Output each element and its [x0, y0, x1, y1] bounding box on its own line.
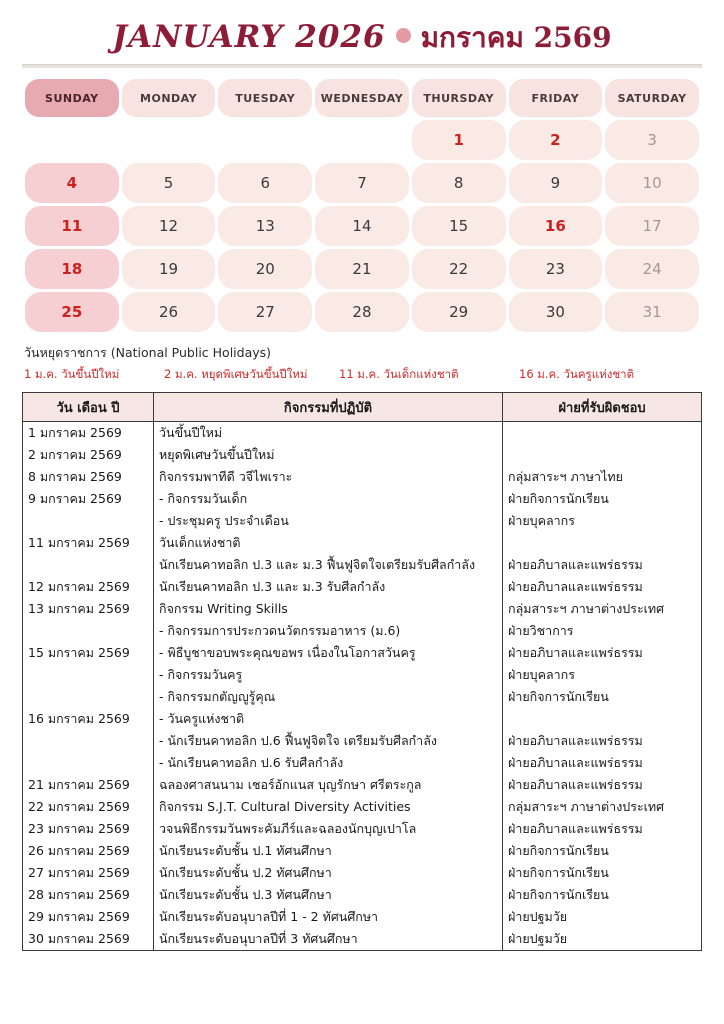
calendar-day-cell[interactable]: 10: [605, 163, 699, 203]
cell-date: 30 มกราคม 2569: [23, 928, 154, 951]
cell-date: [23, 554, 154, 576]
column-header-date: วัน เดือน ปี: [23, 393, 154, 422]
table-row: [23, 664, 702, 686]
table-row: [23, 598, 702, 620]
calendar-day-cell[interactable]: 2: [509, 120, 603, 160]
cell-date: 11 มกราคม 2569: [23, 532, 154, 554]
cell-activity: - นักเรียนคาทอลิก ป.6 รับศีลกำลัง: [154, 752, 503, 774]
cell-responsible: ฝ่ายอภิบาลและแพร่ธรรม: [503, 774, 702, 796]
calendar-day-cell[interactable]: 14: [315, 206, 409, 246]
cell-responsible: [503, 444, 702, 466]
cell-activity: - กิจกรรมวันเด็ก: [154, 488, 503, 510]
cell-activity: - วันครูแห่งชาติ: [154, 708, 503, 730]
holiday-item-4: 16 ม.ค. วันครูแห่งชาติ: [519, 367, 635, 381]
weekday-header-wednesday: WEDNESDAY: [315, 79, 409, 117]
cell-date: 12 มกราคม 2569: [23, 576, 154, 598]
table-row: [23, 906, 702, 928]
cell-date: 21 มกราคม 2569: [23, 774, 154, 796]
table-row: [23, 532, 702, 554]
cell-activity: กิจกรรม S.J.T. Cultural Diversity Activities: [154, 796, 503, 818]
holiday-item-3: 11 ม.ค. วันเด็กแห่งชาติ: [339, 367, 459, 381]
table-row: [23, 840, 702, 862]
table-row: [23, 862, 702, 884]
cell-activity: นักเรียนระดับอนุบาลปีที่ 1 - 2 ทัศนศึกษา: [154, 906, 503, 928]
calendar-day-cell[interactable]: 28: [315, 292, 409, 332]
table-row: [23, 466, 702, 488]
cell-date: 29 มกราคม 2569: [23, 906, 154, 928]
cell-responsible: กลุ่มสาระฯ ภาษาไทย: [503, 466, 702, 488]
cell-activity: นักเรียนระดับอนุบาลปีที่ 3 ทัศนศึกษา: [154, 928, 503, 951]
weekday-header-tuesday: TUESDAY: [218, 79, 312, 117]
calendar-day-cell[interactable]: 11: [25, 206, 119, 246]
cell-activity: วันเด็กแห่งชาติ: [154, 532, 503, 554]
calendar-day-cell[interactable]: 17: [605, 206, 699, 246]
cell-date: [23, 752, 154, 774]
cell-activity: กิจกรรม Writing Skills: [154, 598, 503, 620]
cell-activity: นักเรียนคาทอลิก ป.3 และ ม.3 รับศีลกำลัง: [154, 576, 503, 598]
cell-responsible: ฝ่ายบุคลากร: [503, 664, 702, 686]
weekday-header-sunday: SUNDAY: [25, 79, 119, 117]
table-row: [23, 686, 702, 708]
table-row: [23, 554, 702, 576]
cell-activity: - ประชุมครู ประจำเดือน: [154, 510, 503, 532]
cell-responsible: [503, 422, 702, 445]
table-row: [23, 642, 702, 664]
table-row: [23, 730, 702, 752]
cell-activity: นักเรียนระดับชั้น ป.2 ทัศนศึกษา: [154, 862, 503, 884]
cell-activity: - นักเรียนคาทอลิก ป.6 ฟื้นฟูจิตใจ เตรียมรับศีลกำลัง: [154, 730, 503, 752]
calendar-day-cell[interactable]: 8: [412, 163, 506, 203]
calendar-day-cell[interactable]: 13: [218, 206, 312, 246]
column-header-responsible: ฝ่ายที่รับผิดชอบ: [503, 393, 702, 422]
calendar-day-cell[interactable]: 9: [509, 163, 603, 203]
weekday-header-saturday: SATURDAY: [605, 79, 699, 117]
calendar-day-cell[interactable]: 6: [218, 163, 312, 203]
cell-date: 28 มกราคม 2569: [23, 884, 154, 906]
cell-activity: กิจกรรมพาทีดี วจีไพเราะ: [154, 466, 503, 488]
calendar-week-row: [25, 163, 699, 203]
calendar-day-cell[interactable]: 21: [315, 249, 409, 289]
cell-date: 8 มกราคม 2569: [23, 466, 154, 488]
activity-table: [22, 392, 702, 951]
calendar-week-row: [25, 292, 699, 332]
holiday-list: [24, 366, 702, 384]
cell-responsible: ฝ่ายกิจการนักเรียน: [503, 884, 702, 906]
cell-responsible: ฝ่ายวิชาการ: [503, 620, 702, 642]
table-row: [23, 774, 702, 796]
calendar-day-cell[interactable]: 29: [412, 292, 506, 332]
cell-responsible: [503, 708, 702, 730]
cell-activity: วันขึ้นปีใหม่: [154, 422, 503, 445]
calendar-day-cell[interactable]: 5: [122, 163, 216, 203]
calendar-week-row: [25, 120, 699, 160]
calendar-empty-cell: [218, 120, 312, 160]
calendar-day-cell[interactable]: 3: [605, 120, 699, 160]
holiday-section-label: วันหยุดราชการ (National Public Holidays): [24, 345, 272, 360]
calendar-empty-cell: [315, 120, 409, 160]
cell-date: 26 มกราคม 2569: [23, 840, 154, 862]
holiday-item-2: 2 ม.ค. หยุดพิเศษวันขึ้นปีใหม่: [164, 367, 308, 381]
calendar-day-cell[interactable]: 12: [122, 206, 216, 246]
calendar-day-cell[interactable]: 30: [509, 292, 603, 332]
weekday-header-thursday: THURSDAY: [412, 79, 506, 117]
cell-activity: ฉลองศาสนนาม เชอร์อักแนส บุญรักษา ศรีตระกูล: [154, 774, 503, 796]
calendar-day-cell[interactable]: 7: [315, 163, 409, 203]
calendar-day-cell[interactable]: 26: [122, 292, 216, 332]
title-bullet-icon: [396, 28, 411, 43]
table-row: [23, 422, 702, 445]
cell-responsible: ฝ่ายกิจการนักเรียน: [503, 862, 702, 884]
table-row: [23, 620, 702, 642]
month-calendar: [22, 76, 702, 335]
cell-date: 22 มกราคม 2569: [23, 796, 154, 818]
cell-activity: นักเรียนระดับชั้น ป.1 ทัศนศึกษา: [154, 840, 503, 862]
calendar-empty-cell: [25, 120, 119, 160]
cell-date: 15 มกราคม 2569: [23, 642, 154, 664]
cell-responsible: ฝ่ายบุคลากร: [503, 510, 702, 532]
table-row: [23, 884, 702, 906]
cell-responsible: ฝ่ายปฐมวัย: [503, 906, 702, 928]
cell-responsible: ฝ่ายกิจการนักเรียน: [503, 840, 702, 862]
cell-responsible: กลุ่มสาระฯ ภาษาต่างประเทศ: [503, 796, 702, 818]
table-row: [23, 708, 702, 730]
calendar-day-cell[interactable]: 25: [25, 292, 119, 332]
calendar-week-row: [25, 249, 699, 289]
calendar-day-cell[interactable]: 4: [25, 163, 119, 203]
column-header-activity: กิจกรรมที่ปฏิบัติ: [154, 393, 503, 422]
calendar-day-cell[interactable]: 24: [605, 249, 699, 289]
cell-responsible: ฝ่ายปฐมวัย: [503, 928, 702, 951]
cell-responsible: [503, 532, 702, 554]
cell-date: 9 มกราคม 2569: [23, 488, 154, 510]
calendar-day-cell[interactable]: 20: [218, 249, 312, 289]
cell-responsible: ฝ่ายกิจการนักเรียน: [503, 686, 702, 708]
calendar-day-cell[interactable]: 22: [412, 249, 506, 289]
cell-responsible: ฝ่ายอภิบาลและแพร่ธรรม: [503, 818, 702, 840]
table-row: [23, 576, 702, 598]
table-row: [23, 796, 702, 818]
cell-activity: - พิธีบูชาขอบพระคุณขอพร เนื่องในโอกาสวันครู: [154, 642, 503, 664]
cell-responsible: กลุ่มสาระฯ ภาษาต่างประเทศ: [503, 598, 702, 620]
cell-date: 27 มกราคม 2569: [23, 862, 154, 884]
cell-responsible: ฝ่ายอภิบาลและแพร่ธรรม: [503, 752, 702, 774]
calendar-day-cell[interactable]: 31: [605, 292, 699, 332]
activity-header-row: [23, 393, 702, 422]
cell-activity: - กิจกรรมการประกวดนวัตกรรมอาหาร (ม.6): [154, 620, 503, 642]
cell-activity: วจนพิธีกรรมวันพระคัมภีร์และฉลองนักบุญเปาโล: [154, 818, 503, 840]
table-row: [23, 928, 702, 951]
cell-date: [23, 730, 154, 752]
calendar-day-cell[interactable]: 23: [509, 249, 603, 289]
calendar-day-cell[interactable]: 15: [412, 206, 506, 246]
table-row: [23, 818, 702, 840]
cell-activity: หยุดพิเศษวันขึ้นปีใหม่: [154, 444, 503, 466]
cell-responsible: ฝ่ายอภิบาลและแพร่ธรรม: [503, 730, 702, 752]
cell-date: [23, 664, 154, 686]
table-row: [23, 752, 702, 774]
table-row: [23, 444, 702, 466]
cell-date: 16 มกราคม 2569: [23, 708, 154, 730]
calendar-day-cell[interactable]: 19: [122, 249, 216, 289]
holiday-item-1: 1 ม.ค. วันขึ้นปีใหม่: [24, 367, 120, 381]
cell-date: 13 มกราคม 2569: [23, 598, 154, 620]
calendar-day-cell[interactable]: 16: [509, 206, 603, 246]
page-title: [22, 16, 702, 60]
calendar-day-cell[interactable]: 27: [218, 292, 312, 332]
cell-responsible: ฝ่ายกิจการนักเรียน: [503, 488, 702, 510]
calendar-week-row: [25, 206, 699, 246]
cell-responsible: ฝ่ายอภิบาลและแพร่ธรรม: [503, 576, 702, 598]
calendar-empty-cell: [122, 120, 216, 160]
table-row: [23, 488, 702, 510]
cell-activity: - กิจกรรมกตัญญูรู้คุณ: [154, 686, 503, 708]
calendar-day-cell[interactable]: 1: [412, 120, 506, 160]
cell-activity: นักเรียนระดับชั้น ป.3 ทัศนศึกษา: [154, 884, 503, 906]
title-thai: มกราคม 2569: [420, 21, 612, 54]
cell-date: 1 มกราคม 2569: [23, 422, 154, 445]
weekday-header-friday: FRIDAY: [509, 79, 603, 117]
weekday-header-monday: MONDAY: [122, 79, 216, 117]
calendar-day-cell[interactable]: 18: [25, 249, 119, 289]
cell-activity: - กิจกรรมวันครู: [154, 664, 503, 686]
calendar-header-row: [25, 79, 699, 117]
cell-date: [23, 510, 154, 532]
table-row: [23, 510, 702, 532]
title-english: JANUARY 2026: [112, 19, 386, 55]
cell-date: 2 มกราคม 2569: [23, 444, 154, 466]
cell-date: [23, 686, 154, 708]
cell-responsible: ฝ่ายอภิบาลและแพร่ธรรม: [503, 642, 702, 664]
cell-date: 23 มกราคม 2569: [23, 818, 154, 840]
cell-date: [23, 620, 154, 642]
cell-responsible: ฝ่ายอภิบาลและแพร่ธรรม: [503, 554, 702, 576]
title-divider: [22, 64, 702, 68]
cell-activity: นักเรียนคาทอลิก ป.3 และ ม.3 ฟื้นฟูจิตใจเตรียมรับศีลกำลัง: [154, 554, 503, 576]
